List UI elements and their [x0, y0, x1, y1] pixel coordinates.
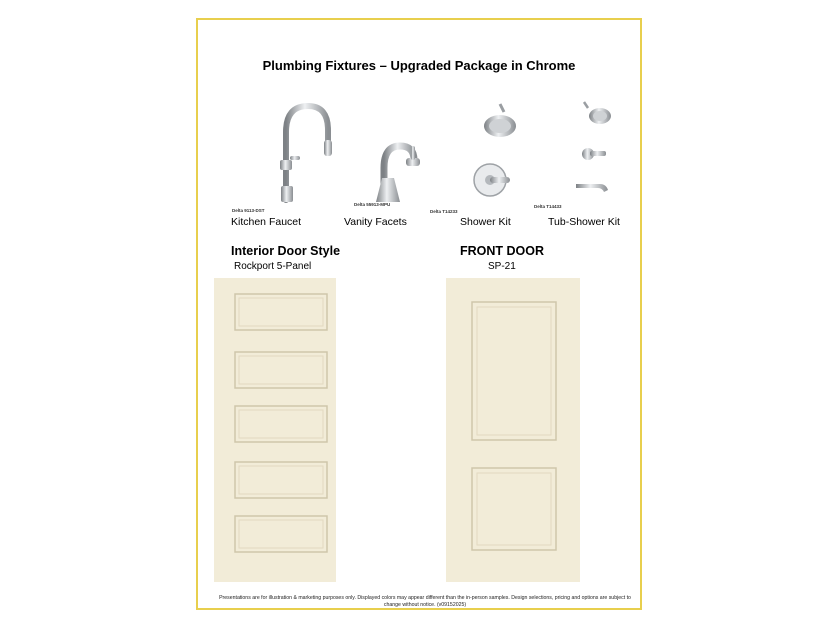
interior-door-title: Interior Door Style	[231, 244, 341, 258]
front-door-title: FRONT DOOR	[460, 244, 545, 258]
fixture-label: Kitchen Faucet	[231, 216, 302, 228]
disclaimer-text: Presentations are for illustration & marketing purposes only. Displayed colors may appear different than the in-person samples. Design selections, pricing and options are subject to change without notice. (v09152025)	[219, 595, 631, 608]
front-door-image	[446, 278, 580, 582]
fixture-model: Delta T14233	[430, 209, 458, 214]
fixture-label: Shower Kit	[460, 216, 511, 228]
fixture-model: Delta 55913-MPU	[354, 202, 391, 207]
fixture-model: Delta T14433	[534, 204, 562, 209]
kitchen-faucet-icon	[264, 100, 334, 204]
vanity-faucet-icon	[366, 138, 426, 204]
page-title: Plumbing Fixtures – Upgraded Package in Chrome	[262, 58, 576, 73]
front-door-subtitle: SP-21	[488, 261, 516, 272]
interior-door-subtitle: Rockport 5-Panel	[234, 261, 312, 272]
fixture-label: Vanity Facets	[344, 216, 407, 228]
tub-shower-kit-icon	[572, 98, 618, 202]
shower-kit-icon	[460, 102, 520, 208]
fixture-model: Delta 9113-DST	[232, 208, 265, 213]
fixture-label: Tub-Shower Kit	[548, 216, 620, 228]
interior-door-image	[214, 278, 336, 582]
flyer-sheet	[196, 18, 642, 610]
